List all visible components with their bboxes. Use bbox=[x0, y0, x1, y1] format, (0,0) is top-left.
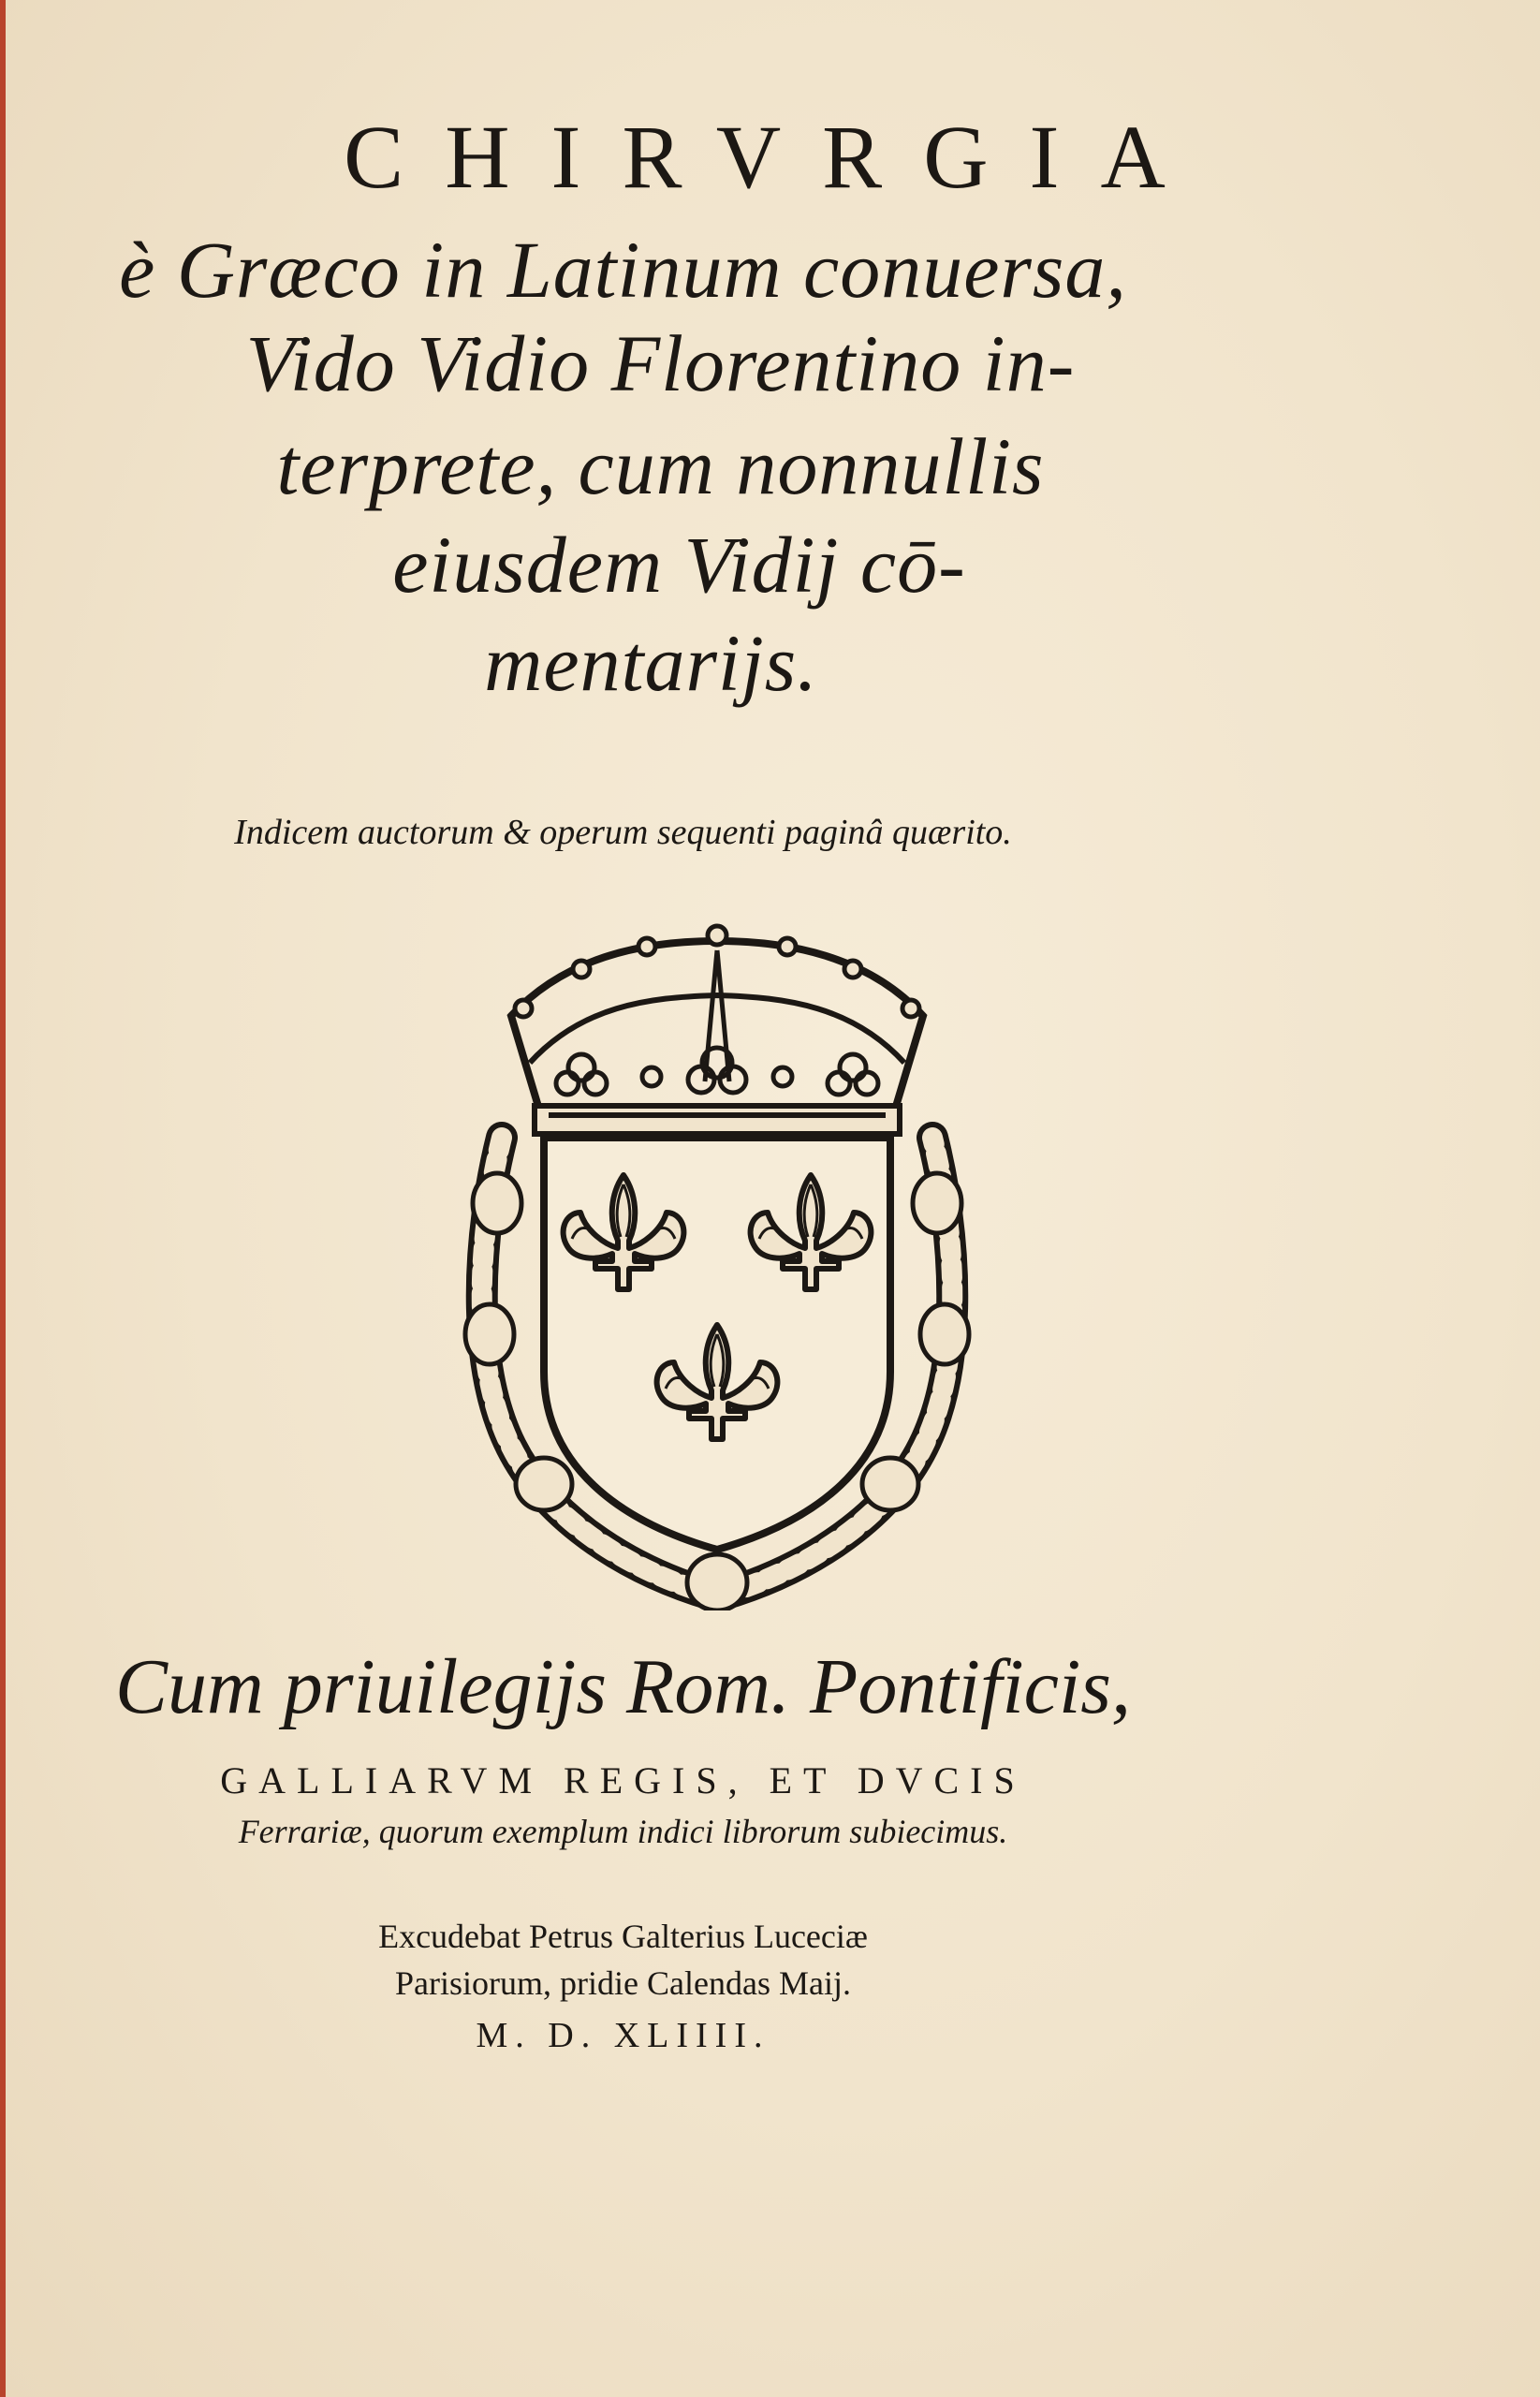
book-title: CHIRVRGIA bbox=[344, 107, 1207, 207]
royal-arms-fleur-de-lis-icon bbox=[460, 922, 975, 1610]
title-line-3: terprete, cum nonnullis bbox=[276, 421, 1045, 511]
index-note: Indicem auctorum & operum sequenti paginâ quærito. bbox=[234, 813, 1012, 852]
imprint-year: M. D. XLIIII. bbox=[476, 2016, 770, 2055]
imprint-printer: Excudebat Petrus Galterius Luceciæ bbox=[378, 1918, 868, 1955]
imprint-place-date: Parisiorum, pridie Calendas Maij. bbox=[395, 1964, 851, 2002]
title-line-2: Vido Vidio Florentino in- bbox=[245, 318, 1076, 408]
privilege-line-2: GALLIARVM REGIS, ET DVCIS bbox=[220, 1759, 1026, 1801]
privilege-line-1: Cum priuilegijs Rom. Pontificis, bbox=[115, 1643, 1131, 1730]
title-page bbox=[6, 0, 1540, 2397]
privilege-line-3: Ferrariæ, quorum exemplum indici librorum subiecimus. bbox=[238, 1813, 1008, 1850]
title-line-5: mentarijs. bbox=[484, 618, 818, 708]
title-line-4: eiusdem Vidij cō- bbox=[392, 520, 966, 610]
title-line-1: è Græco in Latinum conuersa, bbox=[119, 225, 1127, 315]
